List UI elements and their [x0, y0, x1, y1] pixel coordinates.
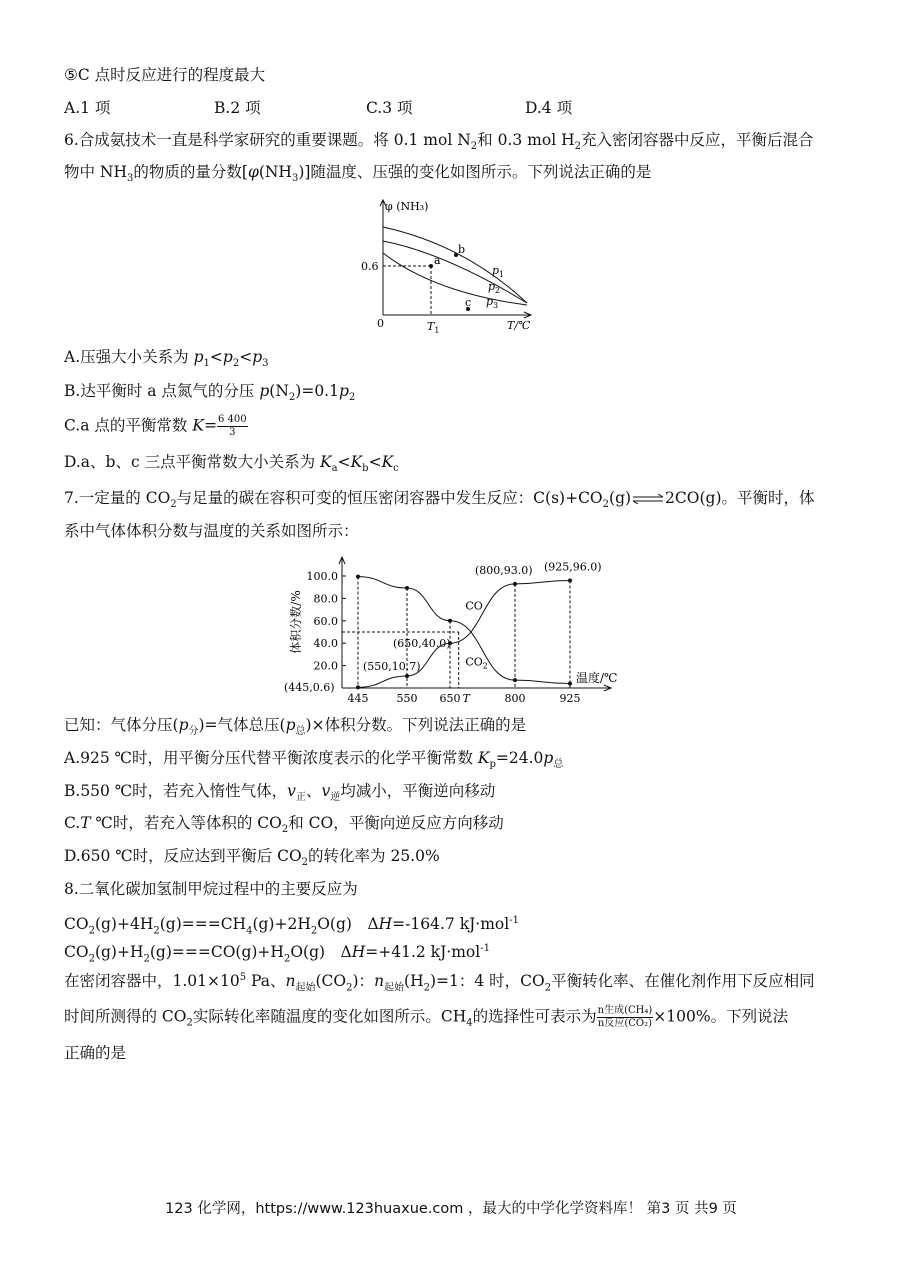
co-label: CO [465, 599, 483, 613]
q5-option-c: C.3 项 [366, 99, 413, 117]
nh3-chart [355, 193, 555, 338]
q6-stem-line1: 6.合成氨技术一直是科学家研究的重要课题。将 0.1 mol $N_2$和 0.3 mol $H_2$充入密闭容器中反应，平衡后混合 [64, 131, 814, 153]
x-tick-label: 925 [559, 692, 581, 705]
co-curve-point [405, 674, 409, 678]
point-annotation: (925,96.0) [544, 560, 602, 574]
label-p2: $p_2$ [488, 280, 501, 295]
label-p1: $p_1$ [492, 264, 505, 279]
x-tick-label: 650 [439, 692, 461, 705]
point-annotation: (445,0.6) [284, 681, 335, 694]
co2-label: $CO_2$ [465, 655, 488, 671]
q8-reaction1: $CO_2(g)+4H_2(g)===CH_4(g)+2H_2O(g)$ ΔH=-164.7 kJ·mol$^{-1}$ [64, 915, 519, 937]
q7-stem-line2: 系中气体体积分数与温度的关系如图所示： [64, 522, 359, 540]
x-axis-label: 温度/℃ [576, 671, 618, 685]
origin-label: 0 [377, 317, 384, 330]
label-b: b [458, 243, 466, 256]
q6-stem-line2: 物中 $NH_3$的物质的量分数$[\varphi(NH_3)]$随温度、压强的变化如图所示。下列说法正确的是 [64, 163, 652, 185]
co2-curve-point [568, 682, 572, 686]
x-axis-label: T/℃ [507, 319, 531, 332]
y-tick-label: 20.0 [313, 659, 338, 673]
x-tick-T: T [462, 692, 471, 705]
x-tick-label: 550 [396, 692, 418, 705]
label-p3: $p_3$ [486, 295, 499, 310]
y-tick-label: 100.0 [306, 570, 338, 583]
q7-option-c: C.T ℃时，若充入等体积的 $CO_2$和 CO，平衡向逆反应方向移动 [64, 814, 504, 836]
q8-stem-line6: 正确的是 [64, 1044, 127, 1062]
q8-reaction2: $CO_2(g)+H_2(g)===CO(g)+H_2O(g)$ ΔH=+41.2 kJ·mol$^{-1}$ [64, 943, 490, 965]
q7-option-a: A.925 ℃时，用平衡分压代替平衡浓度表示的化学平衡常数 $K_p=24.0p_总$ [64, 749, 564, 771]
q6-option-b: B.达平衡时 a 点氮气的分压 $p(N_2)=0.1p_2$ [64, 382, 356, 404]
label-c: c [465, 296, 472, 309]
q7-option-b: B.550 ℃时，若充入惰性气体，$v_正$、$v_逆$均减小，平衡逆向移动 [64, 782, 496, 804]
q6-option-a: A.压强大小关系为 $p_1<p_2<p_3$ [64, 348, 269, 370]
y-axis-label: 体积分数/% [289, 590, 303, 654]
q5-option-b: B.2 项 [214, 99, 261, 117]
x-tick: $T_1$ [427, 320, 440, 335]
q5-option-d: D.4 项 [525, 99, 573, 117]
co2-curve-point [405, 586, 409, 590]
point-a [429, 264, 433, 268]
equilibrium-arrow-icon [631, 494, 665, 504]
y-tick-label: 60.0 [313, 614, 338, 628]
y-axis-label: φ (NH₃) [385, 200, 429, 213]
q5-option-a: A.1 项 [64, 99, 111, 117]
x-tick-label: 800 [504, 692, 526, 705]
fraction: $\frac{6 400}{3}$ [217, 414, 247, 438]
q7-known: 已知：气体分压$(p_分)=$气体总压$(p_总)\times$体积分数。下列说法正确的是 [64, 716, 527, 738]
curve-p3 [383, 253, 527, 305]
point-annotation: (550,10.7) [363, 660, 421, 674]
co-curve-point [513, 582, 517, 586]
co2-curve-point [513, 678, 517, 682]
co2-curve-point [356, 575, 360, 579]
q8-stem-line1: 8.二氧化碳加氢制甲烷过程中的主要反应为 [64, 880, 358, 898]
q6-option-c: C.a 点的平衡常数 K= $\frac{6 400}{3}$ [64, 414, 247, 438]
co-curve-point [356, 685, 360, 689]
co-curve-point [568, 578, 572, 582]
y-tick: 0.6 [361, 260, 379, 273]
point-annotation: (800,93.0) [475, 563, 533, 577]
curve-p2 [383, 241, 527, 303]
q7-option-d: D.650 ℃时，反应达到平衡后 $CO_2$的转化率为 25.0% [64, 847, 440, 869]
q8-stem-line5: 时间所测得的 $CO_2$实际转化率随温度的变化如图所示。$CH_4$的选择性可表示为 $\frac{\text{n生成(CH₄)}}{\text{n反应(CO₂)}}$ ×100%。下列说法 [64, 1005, 789, 1029]
q8-stem-line4: 在密闭容器中，$1.01\times 10^5$ Pa、$n_{起始}(CO_2)$：$n_{起始}(H_2)=1$：4 时，$CO_2$平衡转化率、在催化剂作用下反应相同 [64, 972, 815, 994]
y-tick-label: 40.0 [313, 637, 338, 651]
q5-item5: ⑤C 点时反应进行的程度最大 [64, 66, 266, 84]
selectivity-fraction: $\frac{\text{n生成(CH₄)}}{\text{n反应(CO₂)}}$ [597, 1005, 653, 1029]
q6-option-d: D.a、b、c 三点平衡常数大小关系为 $K_a<K_b<K_c$ [64, 453, 399, 475]
y-tick-label: 80.0 [313, 592, 338, 606]
x-tick-label: 445 [347, 692, 369, 705]
label-a: a [434, 254, 441, 267]
page-footer: 123 化学网，https://www.123huaxue.com ，最大的中学化学资料库！ 第3 页 共9 页 [165, 1201, 737, 1217]
gas-fraction-chart [280, 550, 630, 710]
co2-curve-point [448, 619, 452, 623]
point-annotation: (650,40.0) [393, 637, 451, 651]
q7-stem-line1: 7.一定量的 $CO_2$与足量的碳在容积可变的恒压密闭容器中发生反应：$C(s)+CO_2(g)$ 2CO(g)。平衡时，体 [64, 489, 815, 511]
